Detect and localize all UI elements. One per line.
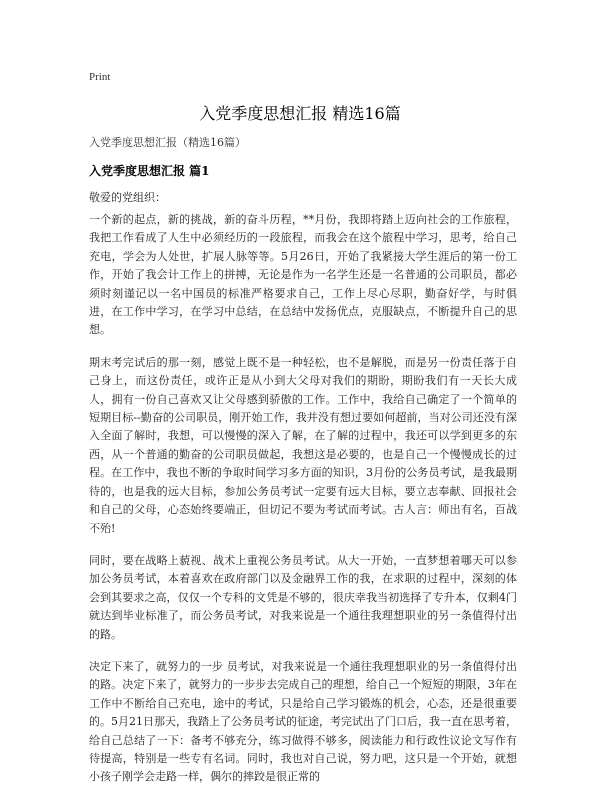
section-heading: 入党季度思想汇报 篇1: [89, 164, 210, 178]
document-subtitle: 入党季度思想汇报（精选16篇）: [89, 136, 246, 149]
paragraph-2: 期末考完试后的那一刻，感觉上既不是一种轻松，也不是解脱，而是另一份责任落于自己身上，而这份责任，或许正是从小到大父母对我们的期盼，期盼我们有一天长大成人，拥有一份自己喜欢又让父母感到骄傲的工作。工作中，我给自己确定了一个简单的短期目标--勤奋的公司职员，刚开始工作，我并没有想过要如何超前，当对公司还没有深入全面了解时，我想，可以慢慢的深入了解，在了解的过程中，我还可以学到更多的东西，从一个普通的勤奋的公司职员做起，我想这是必要的，也是自己一个慢慢成长的过程。在工作中，我也不断的争取时间学习多方面的知识，3月份的公务员考试，是我最期待的，也是我的远大目标，参加公务员考试一定要有远大目标，要立志奉献、回报社会和自己的父母，心态始终要端正，但切记不要为考试而考试。古人言：师出有名，百战不殆!: [89, 355, 517, 535]
print-label[interactable]: Print: [89, 71, 111, 83]
paragraph-1: 一个新的起点，新的挑战，新的奋斗历程，**月份，我即将踏上迈向社会的工作旅程，我把工作看成了人生中必须经历的一段旅程，而我会在这个旅程中学习，思考，给自己充电，学会为人处世，扩展人脉等等。5月26日，开始了我紧接大学生涯后的第一份工作，开始了我会计工作上的拼搏，无论是作为一名学生还是一名普通的公司职员，都必须时刻谨记以一名中国员的标准严格要求自己，工作上尽心尽职，勤奋好学，与时俱进，在工作中学习，在学习中总结，在总结中发扬优点，克服缺点，不断提升自己的思想。: [89, 213, 517, 337]
paragraph-4: 决定下来了，就努力的一步 员考试，对我来说是一个通往我理想职业的另一条值得付出的路。决定下来了，就努力的一步步去完成自己的理想，给自己一个短短的期限，3年在工作中不断给自己充电，途中的考试，只是给自己学习锻炼的机会，心态，还是很重要的。5月21日那天，我踏上了公务员考试的征途，考完试出了门口后，我一直在思考着，给自己总结了一下：备考不够充分，练习做得不够多，阅读能力和行政性议论文写作有待提高，特别是一些专有名词。同时，我也对自己说，努力吧，这只是一个开始，就想小孩子刚学会走路一样，偶尔的摔跤是很正常的: [89, 659, 517, 784]
greeting: 敬爱的党组织：: [89, 191, 166, 204]
document-title: 入党季度思想汇报 精选16篇: [199, 104, 401, 123]
document-body: [89, 211, 517, 801]
paragraph-3: 同时，要在战略上藐视、战术上重视公务员考试。从大一开始，一直梦想着哪天可以参加公务员考试，本着喜欢在政府部门以及金融界工作的我，在求职的过程中，深刻的体会到其要求之高，仅仅一个专科的文凭是不够的，很庆幸我当初选择了专升本，仅剩4门就达到毕业标准了，而公务员考试，对我来说是一个通往我理想职业的另一条值得付出的路。: [89, 553, 517, 641]
